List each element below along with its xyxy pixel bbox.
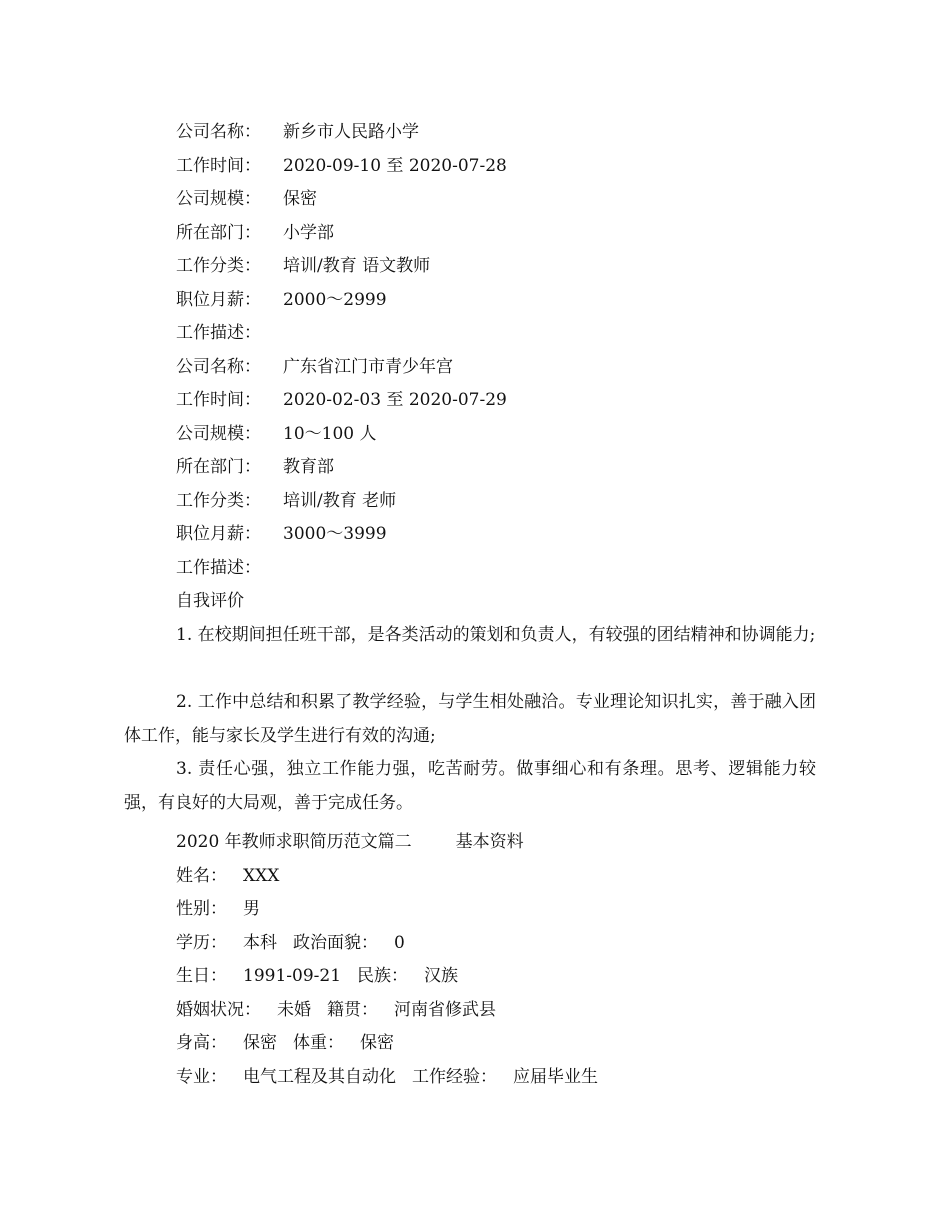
field-label: 体重： <box>293 1033 344 1053</box>
company-row <box>176 351 816 385</box>
field-label: 工作描述： <box>176 557 261 578</box>
time-row <box>176 150 816 184</box>
desc-row <box>176 552 816 586</box>
field-label: 籍贯： <box>327 999 378 1020</box>
field-label: 公司名称： <box>176 122 261 142</box>
field-value: 未婚 <box>277 999 311 1020</box>
field-value: 0 <box>394 932 405 953</box>
field-label: 所在部门： <box>176 222 261 243</box>
salary-row <box>176 284 816 318</box>
field-label: 工作经验： <box>412 1066 497 1087</box>
section-title-row <box>176 826 816 860</box>
field-label: 职位月薪： <box>176 289 261 310</box>
field-value: 3000～3999 <box>283 524 387 544</box>
education-row <box>176 927 816 961</box>
field-label: 民族： <box>357 966 409 986</box>
section-subtitle: 基本资料 <box>455 832 524 852</box>
field-value: 2020-02-03 至 2020-07-29 <box>283 390 507 410</box>
field-label: 工作描述： <box>176 323 261 343</box>
scale-row <box>176 183 816 217</box>
field-value: 河南省修武县 <box>394 999 496 1020</box>
field-label: 公司规模： <box>176 423 261 444</box>
height-row <box>176 1027 816 1061</box>
field-value: 汉族 <box>424 966 459 986</box>
field-value: 2000～2999 <box>283 289 387 310</box>
field-value: 保密 <box>283 189 317 209</box>
field-label: 工作分类： <box>176 490 261 511</box>
field-label: 所在部门： <box>176 457 261 477</box>
field-label: 身高： <box>176 1033 227 1053</box>
marital-row <box>176 994 816 1028</box>
field-label: 生日： <box>176 966 227 986</box>
category-row <box>176 485 816 519</box>
self-eval-item: 3. 责任心强，独立工作能力强，吃苦耐劳。做事细心和有条理。思考、逻辑能力较强，有良好的大局观，善于完成任务。 <box>124 759 816 813</box>
field-value: 10～100 人 <box>283 423 377 444</box>
time-row <box>176 384 816 418</box>
field-value: 应届毕业生 <box>513 1066 598 1087</box>
field-value: 小学部 <box>283 222 334 243</box>
field-label: 政治面貌： <box>293 932 378 953</box>
field-label: 专业： <box>176 1066 227 1087</box>
section-title: 2020 年教师求职简历范文篇二 <box>176 832 412 852</box>
field-label: 工作时间： <box>176 390 261 410</box>
field-value: 教育部 <box>283 457 334 477</box>
field-value: 新乡市人民路小学 <box>283 122 419 142</box>
work-experience-list <box>176 116 816 619</box>
field-value: XXX <box>243 865 280 886</box>
category-row <box>176 250 816 284</box>
field-label: 姓名： <box>176 865 227 886</box>
basic-info-section <box>176 826 816 1094</box>
field-value: 培训/教育 老师 <box>283 490 397 511</box>
gender-row <box>176 893 816 927</box>
field-value: 广东省江门市青少年宫 <box>283 356 453 377</box>
field-value: 男 <box>243 899 260 919</box>
field-label: 性别： <box>176 899 227 919</box>
major-row <box>176 1061 816 1095</box>
scale-row <box>176 418 816 452</box>
field-label: 工作时间： <box>176 155 261 176</box>
birthday-row <box>176 960 816 994</box>
field-value: 培训/教育 语文教师 <box>283 256 431 276</box>
salary-row <box>176 518 816 552</box>
field-label: 学历： <box>176 932 227 953</box>
company-row <box>176 116 816 150</box>
field-value: 保密 <box>243 1033 277 1053</box>
field-label: 公司规模： <box>176 189 261 209</box>
field-value: 本科 <box>243 932 277 953</box>
field-label: 公司名称： <box>176 356 261 377</box>
field-value: 保密 <box>360 1033 394 1053</box>
desc-row <box>176 317 816 351</box>
field-label: 工作分类： <box>176 256 261 276</box>
self-eval-item: 1. 在校期间担任班干部，是各类活动的策划和负责人，有较强的团结精神和协调能力; <box>176 625 816 645</box>
field-label: 婚姻状况： <box>176 999 261 1020</box>
field-value: 2020-09-10 至 2020-07-28 <box>283 155 507 176</box>
dept-row <box>176 451 816 485</box>
name-row <box>176 860 816 894</box>
dept-row <box>176 217 816 251</box>
self-eval-heading: 自我评价 <box>176 591 244 611</box>
self-eval-item: 2. 工作中总结和积累了教学经验，与学生相处融洽。专业理论知识扎实，善于融入团体工作，能与家长及学生进行有效的沟通; <box>124 692 816 746</box>
field-value: 1991-09-21 <box>243 966 342 986</box>
field-label: 职位月薪： <box>176 524 261 544</box>
field-value: 电气工程及其自动化 <box>243 1066 396 1087</box>
